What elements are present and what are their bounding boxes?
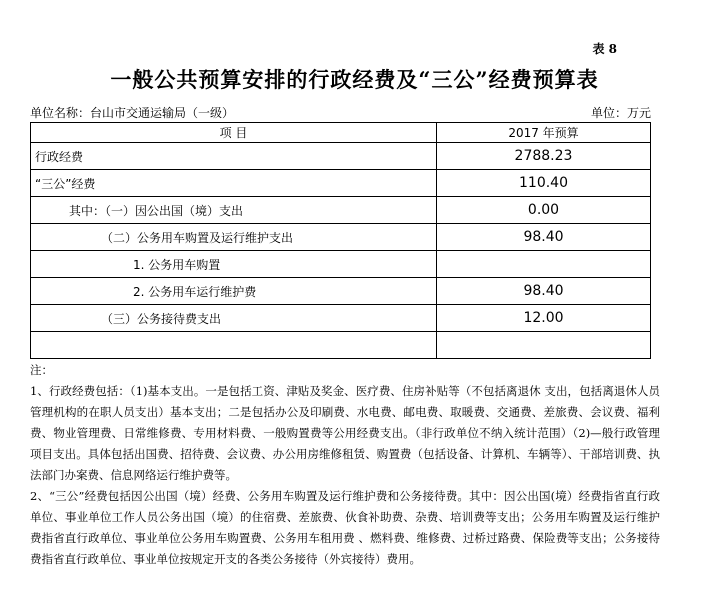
note-1: 1、行政经费包括：（1)基本支出。一是包括工资、津贴及奖金、医疗费、住房补贴等（不包括离退休 支出，包括离退休人员管理机构的在职人员支出）基本支出；二是包括办公及印刷费、水电费、邮电费、取暖费、交通费、差旅费、会议费、福利费、物业管理费、日常维修费、专用材料费、一般购置费等公用经费支出。（非行政单位不纳入统计范围）（2)—般行政管理项目支出。具体包括出国费、招待费、会议费、办公用房维修租赁、购置费（包括设备、计算机、车辆等）、干部培训费、执法部门办案费、信息网络运行维护费等。 — [30, 384, 660, 482]
row-label: （二）公务用车购置及运行维护支出 — [31, 224, 437, 251]
row-value: 110.40 — [437, 170, 651, 197]
note-2: 2、“三公”经费包括因公出国（境）经费、公务用车购置及运行维护费和公务接待费。其中：因公出国(境）经费指省直行政单位、事业单位工作人员公务出国（境）的住宿费、差旅费、伙食补助费、杂费、培训费等支出；公务用车购置及运行维护费指省直行政单位、事业单位公务用车购置费、公务用车租用费 、燃料费、维修费、过桥过路费、保险费等支出；公务接待费指省直行政单位、事业单位按规定开支的各类公务接待（外宾接待）费用。 — [30, 489, 660, 566]
table-number: 表 8 — [592, 42, 617, 56]
header-budget: 2017 年预算 — [437, 123, 651, 143]
unit-label: 单位：万元 — [590, 106, 651, 120]
row-label: （三）公务接待费支出 — [31, 305, 437, 332]
table-row — [31, 143, 651, 170]
row-label: 其中：（一）因公出国（境）支出 — [31, 197, 437, 224]
table-row — [31, 224, 651, 251]
table-header-row — [31, 123, 651, 143]
page-title: 一般公共预算安排的行政经费及“三公”经费预算表 — [110, 67, 599, 92]
row-value: 98.40 — [437, 278, 651, 305]
row-value: 98.40 — [437, 224, 651, 251]
header-item: 项 目 — [31, 123, 437, 143]
table-row — [31, 305, 651, 332]
row-label: 1. 公务用车购置 — [31, 251, 437, 278]
table-row — [31, 332, 651, 359]
row-label: “三公”经费 — [31, 170, 437, 197]
table-row — [31, 197, 651, 224]
table-row — [31, 170, 651, 197]
table-row — [31, 278, 651, 305]
budget-table — [30, 122, 651, 359]
unit-name: 单位名称：台山市交通运输局（一级） — [30, 106, 235, 120]
row-label: 2. 公务用车运行维护费 — [31, 278, 437, 305]
row-value — [437, 332, 651, 359]
notes — [30, 360, 660, 570]
row-value: 0.00 — [437, 197, 651, 224]
row-value: 2788.23 — [437, 143, 651, 170]
row-value: 12.00 — [437, 305, 651, 332]
table-row — [31, 251, 651, 278]
row-label — [31, 332, 437, 359]
notes-heading: 注： — [30, 363, 53, 377]
row-label: 行政经费 — [31, 143, 437, 170]
row-value — [437, 251, 651, 278]
